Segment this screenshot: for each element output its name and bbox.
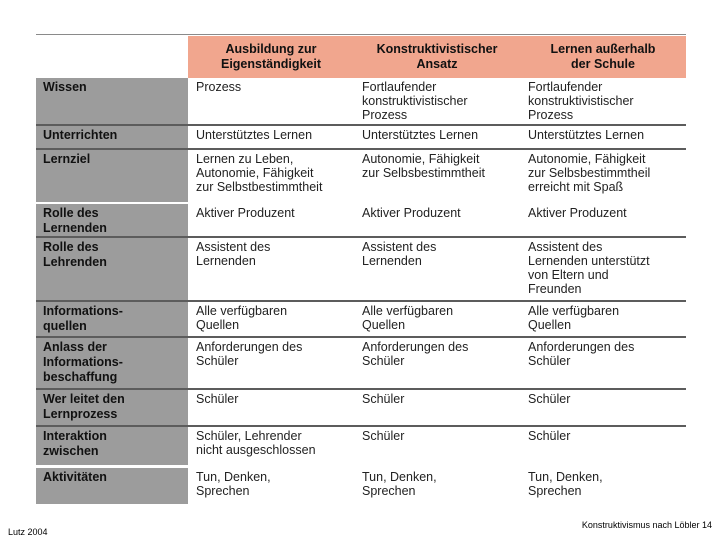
table-row <box>36 126 686 148</box>
footer-title-page-number: Konstruktivismus nach Löbler 14 <box>581 520 712 530</box>
table-row <box>36 338 686 388</box>
table-cell: Schüler <box>528 392 571 406</box>
table-top-border <box>36 34 686 35</box>
table-row <box>36 427 686 465</box>
table-cell: Aktiver Produzent <box>362 206 461 220</box>
row-label: Wissen <box>36 78 188 124</box>
table-cell: Schüler <box>196 392 239 406</box>
table-cell: Fortlaufender konstruktivistischer Prozess <box>528 80 634 122</box>
column-header-1: Ausbildung zur Eigenständigkeit <box>188 36 354 78</box>
table-cell: Tun, Denken, Sprechen <box>528 470 603 498</box>
row-label: Rolle des Lehrenden <box>36 238 188 300</box>
table-cell: Anforderungen des Schüler <box>362 340 469 368</box>
table-cell: Assistent des Lernenden unterstützt von Eltern und Freunden <box>528 240 650 296</box>
table-row <box>36 78 686 124</box>
table-cell: Alle verfügbaren Quellen <box>528 304 620 332</box>
row-label: Interaktion zwischen <box>36 427 188 465</box>
table-cell: Schüler <box>362 392 405 406</box>
row-label: Lernziel <box>36 150 188 202</box>
table-cell: Autonomie, Fähigkeit zur Selbsbestimmtheit <box>362 152 485 180</box>
table-cell: Tun, Denken, Sprechen <box>196 470 271 498</box>
table-row <box>36 468 686 504</box>
table-cell: Unterstütztes Lernen <box>528 128 645 142</box>
column-header-2: Konstruktivistischer Ansatz <box>354 36 520 78</box>
table-row <box>36 302 686 336</box>
table-cell: Fortlaufender konstruktivistischer Prozess <box>362 80 468 122</box>
table-cell: Schüler <box>528 429 571 443</box>
row-label: Unterrichten <box>36 126 188 148</box>
table-cell: Anforderungen des Schüler <box>196 340 303 368</box>
table-row <box>36 238 686 300</box>
table-cell: Anforderungen des Schüler <box>528 340 635 368</box>
table-row <box>36 204 686 236</box>
footer-author: Lutz 2004 <box>8 527 48 537</box>
table-cell: Prozess <box>196 80 242 94</box>
row-label: Rolle des Lernenden <box>36 204 188 236</box>
table-row <box>36 390 686 425</box>
column-header-3: Lernen außerhalb der Schule <box>520 36 686 78</box>
table-cell: Assistent des Lernenden <box>362 240 437 268</box>
table-row <box>36 150 686 202</box>
table-cell: Autonomie, Fähigkeit zur Selbsbestimmtheil erreicht mit Spaß <box>528 152 651 194</box>
table-cell: Unterstütztes Lernen <box>362 128 479 142</box>
table-cell: Assistent des Lernenden <box>196 240 271 268</box>
row-label: Aktivitäten <box>36 468 188 504</box>
row-label: Informations- quellen <box>36 302 188 336</box>
row-label: Wer leitet den Lernprozess <box>36 390 188 425</box>
comparison-table <box>36 34 686 504</box>
table-cell: Aktiver Produzent <box>528 206 627 220</box>
table-cell: Schüler, Lehrender nicht ausgeschlossen <box>196 429 316 457</box>
table-cell: Alle verfügbaren Quellen <box>196 304 288 332</box>
table-cell: Schüler <box>362 429 405 443</box>
table-cell: Tun, Denken, Sprechen <box>362 470 437 498</box>
table-cell: Alle verfügbaren Quellen <box>362 304 454 332</box>
table-cell: Unterstütztes Lernen <box>196 128 313 142</box>
table-cell: Aktiver Produzent <box>196 206 295 220</box>
row-label: Anlass der Informations- beschaffung <box>36 338 188 388</box>
table-cell: Lernen zu Leben, Autonomie, Fähigkeit zur Selbstbestimmtheit <box>196 152 323 194</box>
